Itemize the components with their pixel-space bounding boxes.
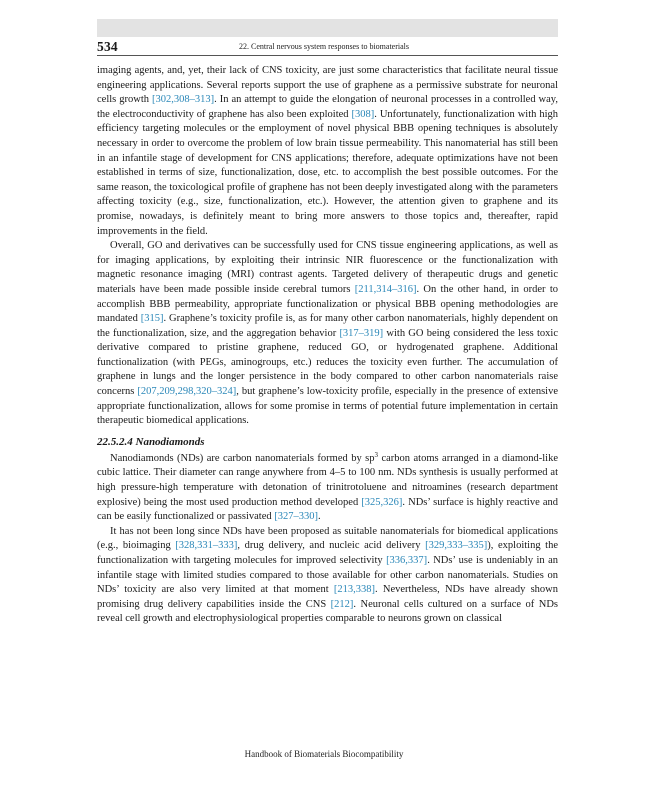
citation-link[interactable]: [302,308–313]	[151, 94, 215, 106]
footer-book-title: Handbook of Biomaterials Biocompatibility	[244, 749, 404, 759]
citation-link[interactable]: [213,338]	[333, 584, 376, 596]
citation-link[interactable]: [327–330]	[274, 511, 319, 523]
citation-link[interactable]: [212]	[330, 598, 354, 610]
citation-link[interactable]: [207,209,298,320–324]	[137, 386, 237, 398]
section-heading: 22.5.2.4 Nanodiamonds	[97, 435, 205, 448]
page-body	[97, 64, 558, 627]
citation-link[interactable]: [329,333–335]	[425, 540, 488, 552]
header-rule	[97, 55, 558, 56]
citation-link[interactable]: [328,331–333]	[175, 540, 238, 552]
page-number: 534	[97, 39, 118, 54]
citation-link[interactable]: [308]	[351, 108, 375, 120]
citation-link[interactable]: [336,337]	[386, 555, 428, 566]
citation-link[interactable]: [317–319]	[339, 327, 384, 339]
header-band	[97, 19, 558, 37]
citation-link[interactable]: [211,314–316]	[354, 283, 417, 295]
citation-link[interactable]: [325,326]	[361, 496, 403, 508]
running-title: 22. Central nervous system responses to biomaterials	[239, 42, 409, 51]
paragraph-nanodiamonds-biomedical: It has not been long since NDs have been proposed as suitable nanomaterials for biomedical applications (e.g., bioimaging [328,331–333], drug delivery, and nucleic acid delivery [329,333–335]), exploiting the functionalization with targeting molecules for improved selectivity [336,337]. NDs’ use is undeniably in an infantile stage with limited studies compared to those available for other carbon nanomaterials. Studies on NDs’ toxicity are also very limited at that moment [213,338]. Nevertheless, NDs have already shown promising drug delivery capabilities inside the CNS [212]. Neuronal cells cultured on a surface of NDs reveal cell growth and electrophysiological properties comparable to neurons grown on classical	[97, 525, 559, 625]
citation-link[interactable]: [315]	[140, 313, 164, 325]
paragraph-graphene-overall: Overall, GO and derivatives can be successfully used for CNS tissue engineering applications, as well as for imaging applications, by exploiting their intrinsic NIR fluorescence or the functionalization with magnetic resonance imaging (MRI) contrast agents. Targeted delivery of therapeutic drugs and genetic materials have been made possible inside cerebral tumors [211,314–316]. On the other hand, in order to accomplish BBB permeability, appropriate functionalization or physical BBB opening methodologies are mandated [315]. Graphene’s toxicity profile is, as for many other carbon nanomaterials, highly dependent on the functionalization, size, and the aggregation behavior [317–319] with GO being considered the less toxic derivative compared to pristine graphene, reduced GO, or hydrogenated graphene. Additional functionalization (with PEGs, aminogroups, etc.) reduces the toxicity even further. The accumulation of graphene in lungs and the longer persistence in the body compared to other carbon nanomaterials raise concerns [207,209,298,320–324], but graphene’s low-toxicity profile, especially in the presence of extensive appropriate functionalization, allows for some promise in terms of potential future implementation in certain therapeutic biomedical applications.	[97, 240, 558, 427]
paragraph-nanodiamonds-intro: Nanodiamonds (NDs) are carbon nanomaterials formed by $sp^3$ carbon atoms arranged in a diamond-like cubic lattice. Their diameter can range anywhere from 4–5 to 100 nm. NDs synthesis is usually performed at high pressure-high temperature with detonation of trinitrotoluene and nitroamines (research department explosive) being the most used production method developed [325,326]. NDs’ surface is highly reactive and can be easily functionalized or passivated [327–330].	[97, 450, 558, 523]
paragraph-graphene-neural: imaging agents, and, yet, their lack of CNS toxicity, are just some characteristics that facilitate neural tissue engineering applications. Several reports support the use of graphene as a permissive substrate for neuronal cells growth [302,308–313]. In an attempt to guide the elongation of neuronal processes in a controlled way, the electroconductivity of graphene has also been exploited [308]. Unfortunately, functionalization with high efficiency targeting molecules or the employment of novel physical BBB opening techniques is absolutely necessary in order to overcome the problem of low brain tissue permeability. This nanomaterial has still been in an infantile stage of development for CNS applications; therefore, adequate optimizations have not been established in terms of size, functionalization, dose, etc. to accomplish the best possible outcomes. For the same reason, the toxicological profile of graphene has not been deeply investigated along with the parameters affecting toxicity (e.g., size, functionalization, etc.). However, the attention given to graphene and its promise, nowadays, is definitely meant to bring more answers to those topics and, thereafter, rapid improvements in the field.	[97, 65, 558, 237]
superscript: 3	[374, 450, 379, 459]
